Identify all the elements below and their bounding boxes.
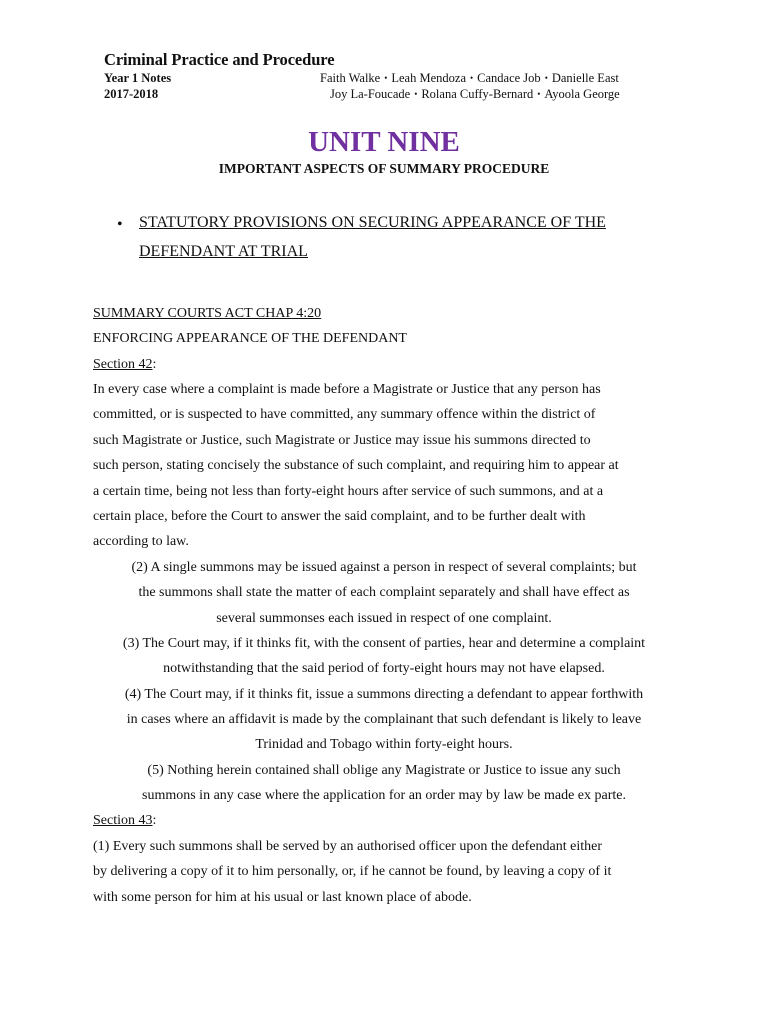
paragraph-line: by delivering a copy of it to him personally, or, if he cannot be found, by leaving a copy of it	[93, 864, 612, 879]
subsection-line: (4) The Court may, if it thinks fit, issue a summons directing a defendant to appear forthwith	[124, 687, 644, 702]
paragraph-line: committed, or is suspected to have committed, any summary offence within the district of	[93, 407, 596, 422]
author-name: Leah Mendoza	[391, 71, 466, 85]
unit-subtitle: IMPORTANT ASPECTS OF SUMMARY PROCEDURE	[218, 161, 550, 176]
paragraph-line: certain place, before the Court to answer the said complaint, and to be further dealt with	[93, 509, 586, 524]
section-sub-heading: ENFORCING APPEARANCE OF THE DEFENDANT	[93, 331, 407, 346]
subsection-line: several summonses each issued in respect of one complaint.	[216, 611, 552, 626]
subsection-line: (5) Nothing herein contained shall oblige any Magistrate or Justice to issue any such	[147, 763, 621, 778]
subsection-line: summons in any case where the application for an order may by law be made ex parte.	[142, 788, 626, 803]
section-43-heading	[93, 812, 156, 830]
paragraph-line: (1) Every such summons shall be served by an authorised officer upon the defendant either	[93, 839, 603, 854]
section-43-label: Section 43	[93, 813, 153, 828]
unit-title: UNIT NINE	[308, 126, 460, 158]
subsection-line: the summons shall state the matter of each complaint separately and shall have effect as	[138, 585, 630, 600]
subsection-line: Trinidad and Tobago within forty-eight hours.	[255, 737, 513, 752]
author-name: Joy La-Foucade	[330, 87, 411, 101]
paragraph-line: In every case where a complaint is made before a Magistrate or Justice that any person has	[93, 382, 601, 397]
paragraph-line: such Magistrate or Justice, such Magistrate or Justice may issue his summons directed to	[93, 433, 591, 448]
section-42-label: Section 42	[93, 357, 153, 372]
section-42-colon: :	[152, 357, 157, 372]
bullet-icon: •	[117, 216, 123, 233]
separator-dot: •	[544, 73, 548, 83]
section-43-colon: :	[152, 813, 157, 828]
author-name: Danielle East	[551, 71, 619, 85]
author-name: Candace Job	[477, 71, 541, 85]
paragraph-line: such person, stating concisely the substance of such complaint, and requiring him to appear at	[93, 458, 619, 473]
subsection-line: notwithstanding that the said period of forty-eight hours may not have elapsed.	[163, 661, 605, 676]
separator-dot: •	[537, 89, 541, 99]
section-42-heading	[93, 356, 156, 374]
separator-dot: •	[470, 73, 474, 83]
subsection-line: in cases where an affidavit is made by the complainant that such defendant is likely to leave	[126, 712, 642, 727]
separator-dot: •	[414, 89, 418, 99]
paragraph-line: with some person for him at his usual or last known place of abode.	[93, 890, 472, 905]
separator-dot: •	[384, 73, 388, 83]
author-name: Faith Walke	[320, 71, 381, 85]
course-title: Criminal Practice and Procedure	[104, 50, 335, 69]
year-label: Year 1 Notes	[104, 71, 172, 85]
bullet-heading-line: DEFENDANT AT TRIAL	[139, 243, 308, 260]
act-heading: SUMMARY COURTS ACT CHAP 4:20	[93, 306, 322, 321]
subsection-line: (2) A single summons may be issued against a person in respect of several complaints; but	[131, 560, 637, 575]
authors-row-2	[330, 87, 620, 102]
bullet-heading-line: STATUTORY PROVISIONS ON SECURING APPEARANCE OF THE	[139, 214, 606, 231]
subsection-line: (3) The Court may, if it thinks fit, with the consent of parties, hear and determine a complaint	[122, 636, 646, 651]
author-name: Rolana Cuffy-Bernard	[421, 87, 534, 101]
academic-year: 2017-2018	[104, 87, 159, 101]
paragraph-line: a certain time, being not less than forty-eight hours after service of such summons, and at a	[93, 484, 604, 499]
authors-row-1	[320, 71, 619, 86]
author-name: Ayoola George	[544, 87, 620, 101]
paragraph-line: according to law.	[93, 534, 189, 549]
